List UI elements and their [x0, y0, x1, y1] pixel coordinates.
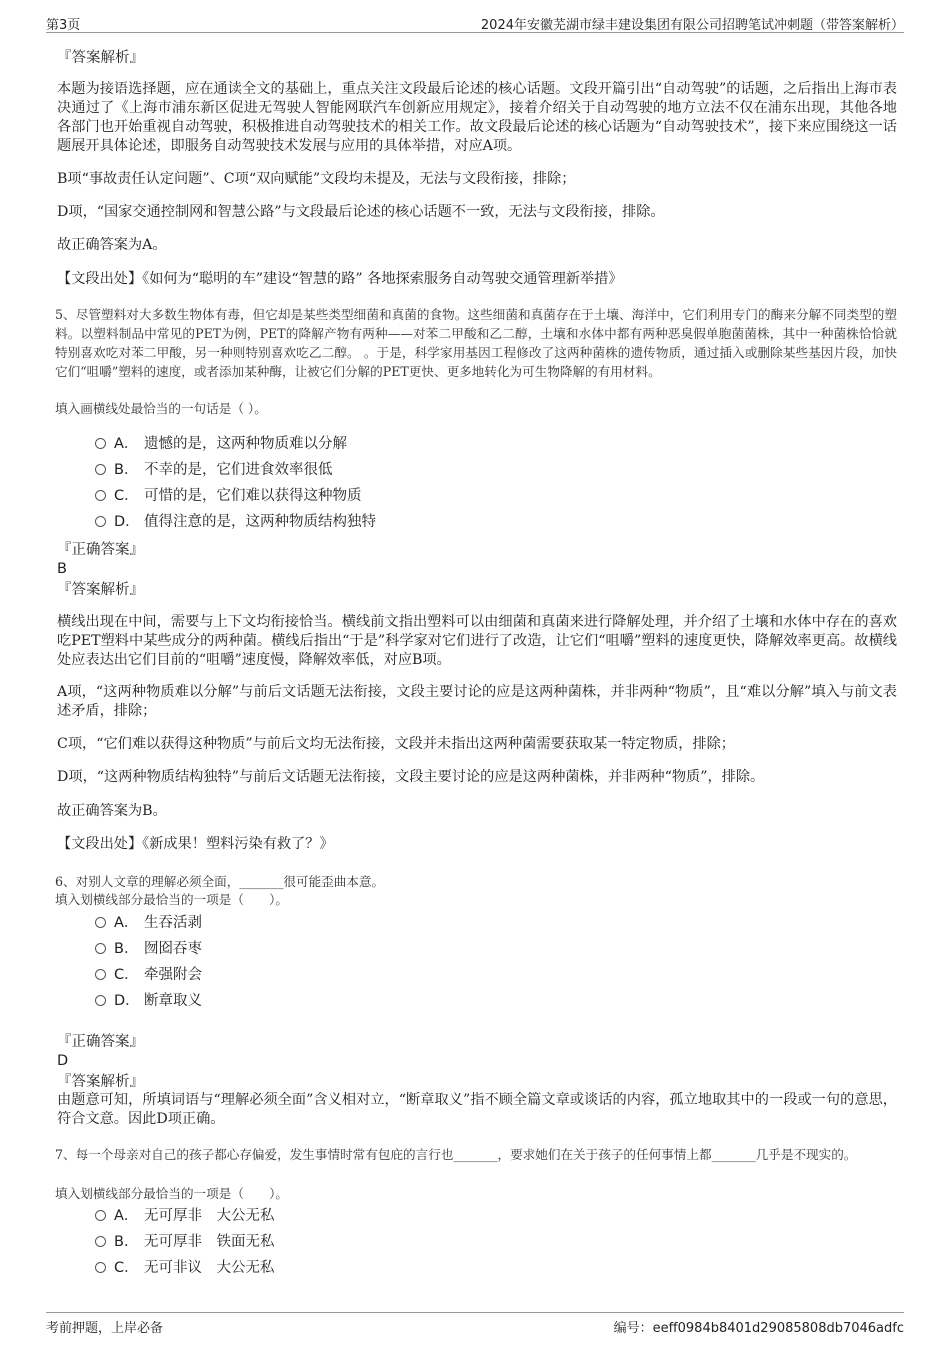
radio-icon[interactable]	[95, 438, 106, 449]
q5-analysis-para: A项，“这两种物质难以分解”与前后文话题无法衔接，文段主要讨论的应是这两种菌株，并非两种“物质”，且“难以分解”填入与前文表述矛盾，排除；	[57, 684, 897, 719]
q7-prompt: 填入划横线部分最恰当的一项是（ ）。	[55, 1186, 288, 1201]
q7-stem: 7、每一个母亲对自己的孩子都心存偏爱，发生事情时常有包庇的言行也_______，要求她们在关于孩子的任何事情上都_______几乎是不现实的。	[55, 1147, 857, 1162]
q4-analysis-para: B项“事故责任认定问题”、C项“双向赋能”文段均未提及，无法与文段衔接，排除；	[57, 171, 576, 187]
document-title: 2024年安徽芜湖市绿丰建设集团有限公司招聘笔试冲刺题（带答案解析）	[480, 18, 904, 33]
q6-correct-label: 『正确答案』	[57, 1034, 144, 1050]
q6-answer: D	[57, 1053, 69, 1069]
page-header	[46, 12, 904, 33]
q4-analysis-para: 本题为接语选择题，应在通读全文的基础上，重点关注文段最后论述的核心话题。文段开篇引出“自动驾驶”的话题，之后指出上海市表决通过了《上海市浦东新区促进无驾驶人智能网联汽车创新应用规定》，接着介绍关于自动驾驶的地方立法不仅在浦东出现，其他各地各部门也开始重视自动驾驶，积极推进自动驾驶技术的相关工作。故文段最后论述的核心话题为“自动驾驶技术”，接下来应围绕这一话题展开具体论述，即服务自动驾驶技术发展与应用的具体举措，对应A项。	[57, 81, 897, 154]
page-number: 第3页	[46, 18, 81, 33]
q4-source: 【文段出处】《如何为“聪明的车”建设“智慧的路” 各地探索服务自动驾驶交通管理新举措》	[57, 271, 623, 287]
q6-option-a[interactable]: A． 生吞活剥	[95, 913, 202, 933]
radio-icon[interactable]	[95, 464, 106, 475]
q6-analysis-label: 『答案解析』	[57, 1074, 144, 1090]
q4-conclusion: 故正确答案为A。	[57, 237, 167, 253]
q6-stem: 6、对别人文章的理解必须全面，_______很可能歪曲本意。	[55, 874, 385, 889]
q7-option-a[interactable]: A． 无可厚非 大公无私	[95, 1206, 275, 1226]
q5-option-d[interactable]: D． 值得注意的是，这两种物质结构独特	[95, 512, 376, 532]
q7-option-c[interactable]: C． 无可非议 大公无私	[95, 1258, 275, 1278]
q5-prompt: 填入画横线处最恰当的一句话是（ ）。	[55, 401, 267, 416]
q5-conclusion: 故正确答案为B。	[57, 803, 167, 819]
footer-slogan: 考前押题，上岸必备	[46, 1321, 164, 1336]
q6-option-d[interactable]: D． 断章取义	[95, 991, 202, 1011]
radio-icon[interactable]	[95, 490, 106, 501]
q4-analysis-para: D项，“国家交通控制网和智慧公路”与文段最后论述的核心话题不一致，无法与文段衔接，排除。	[57, 204, 665, 220]
q6-analysis-para: 由题意可知，所填词语与“理解必须全面”含义相对立，“断章取义”指不顾全篇文章或谈话的内容，孤立地取其中的一段或一句的意思，符合文意。因此D项正确。	[57, 1092, 897, 1127]
radio-icon[interactable]	[95, 1262, 106, 1273]
radio-icon[interactable]	[95, 1236, 106, 1247]
q5-option-c[interactable]: C． 可惜的是，它们难以获得这种物质	[95, 486, 362, 506]
q5-analysis-para: C项，“它们难以获得这种物质”与前后文均无法衔接，文段并未指出这两种菌需要获取某一特定物质，排除；	[57, 736, 735, 752]
q6-option-b[interactable]: B． 囫囵吞枣	[95, 939, 202, 959]
q5-analysis-para: 横线出现在中间，需要与上下文均衔接恰当。横线前文指出塑料可以由细菌和真菌来进行降解处理，并介绍了土壤和水体中存在的喜欢吃PET塑料中某些成分的两种菌。横线后指出“于是”科学家对它们进行了改造，让它们“咀嚼”塑料的速度更快，降解效率更高。故横线处应表达出它们目前的“咀嚼”速度慢，降解效率低，对应B项。	[57, 614, 897, 668]
radio-icon[interactable]	[95, 943, 106, 954]
q6-prompt: 填入划横线部分最恰当的一项是（ ）。	[55, 892, 288, 907]
q5-stem: 5、尽管塑料对大多数生物体有毒，但它却是某些类型细菌和真菌的食物。这些细菌和真菌存在于土壤、海洋中，它们利用专门的酶来分解不同类型的塑料。以塑料制品中常见的PET为例，PET的降解产物有两种——对苯二甲酸和乙二醇，土壤和水体中都有两种恶臭假单胞菌菌株，其中一种菌株恰恰就特别喜欢吃对苯二甲酸，另一种则特别喜欢吃乙二醇。 。于是，科学家用基因工程修改了这两种菌株的遗传物质，通过插入或删除某些基因片段，加快它们“咀嚼”塑料的速度，或者添加某种酶，让被它们分解的PET更快、更多地转化为可生物降解的有用材料。	[55, 307, 897, 379]
q7-option-b[interactable]: B． 无可厚非 铁面无私	[95, 1232, 275, 1252]
q5-analysis-para: D项，“这两种物质结构独特”与前后文话题无法衔接，文段主要讨论的应是这两种菌株，并非两种“物质”，排除。	[57, 769, 765, 785]
q5-answer: B	[57, 561, 67, 577]
document-code: 编号：eeff0984b8401d29085808db7046adfc	[613, 1321, 904, 1336]
radio-icon[interactable]	[95, 969, 106, 980]
radio-icon[interactable]	[95, 917, 106, 928]
radio-icon[interactable]	[95, 995, 106, 1006]
q5-correct-label: 『正确答案』	[57, 542, 144, 558]
q5-analysis-label: 『答案解析』	[57, 582, 144, 598]
q6-option-c[interactable]: C． 牵强附会	[95, 965, 202, 985]
radio-icon[interactable]	[95, 516, 106, 527]
page-footer	[46, 1312, 904, 1335]
q5-option-a[interactable]: A． 遗憾的是，这两种物质难以分解	[95, 434, 347, 454]
radio-icon[interactable]	[95, 1210, 106, 1221]
q4-analysis-label: 『答案解析』	[57, 50, 144, 66]
q5-source: 【文段出处】《新成果！塑料污染有救了？》	[57, 836, 334, 852]
q5-option-b[interactable]: B． 不幸的是，它们进食效率很低	[95, 460, 333, 480]
